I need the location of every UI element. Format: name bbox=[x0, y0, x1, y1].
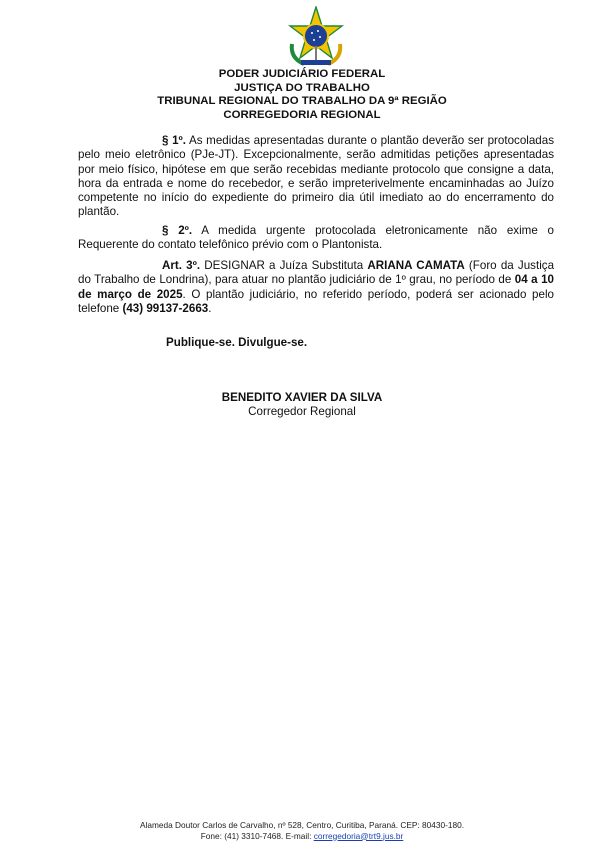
paragraph-1-text: As medidas apresentadas durante o plantão deverão ser protocoladas pelo meio eletrônico (PJe-JT). Excepcionalmente, serão admitidas petições apresentadas por meio físico, hipótese em que serão recebidas mediante protocolo que consigne a data, hora da entrada e nome do recebedor, e serão impreterivelmente encaminhadas ao Juízo competente no início do expediente do primeiro dia útil imediato ao do encerramento do plantão. bbox=[78, 134, 554, 219]
paragraph-2-marker: § 2º. bbox=[162, 224, 193, 237]
duty-phone: (43) 99137-2663 bbox=[122, 301, 209, 315]
signer-title: Corregedor Regional bbox=[248, 405, 356, 419]
footer-phone: Fone: (41) 3310-7468. E-mail: bbox=[200, 830, 314, 841]
paragraph-3-text-b: (Foro da Justiça do Trabalho de Londrina), para atuar no plantão judiciário de 1º grau, no período de bbox=[78, 259, 555, 287]
header-line-3: TRIBUNAL REGIONAL DO TRABALHO DA 9ª REGIÃO bbox=[157, 95, 447, 108]
paragraph-1 bbox=[78, 134, 554, 220]
signature-block bbox=[0, 391, 604, 420]
duty-period: 04 a 10 de março de 2025 bbox=[78, 273, 554, 301]
header-line-2: JUSTIÇA DO TRABALHO bbox=[234, 81, 370, 94]
signer-name: BENEDITO XAVIER DA SILVA bbox=[221, 391, 383, 404]
footer-contact bbox=[0, 831, 604, 842]
judge-name: ARIANA CAMATA bbox=[367, 259, 465, 272]
closing-statement: Publique-se. Divulgue-se. bbox=[166, 336, 308, 349]
footer-email-link[interactable]: corregedoria@trt9.jus.br bbox=[313, 830, 404, 841]
paragraph-2-text: A medida urgente protocolada eletronicamente não exime o Requerente do contato telefônico prévio com o Plantonista. bbox=[78, 224, 554, 252]
paragraph-3-text-c: . O plantão judiciário, no referido período, poderá ser acionado pelo telefone bbox=[78, 287, 554, 315]
header-line-1: PODER JUDICIÁRIO FEDERAL bbox=[218, 68, 386, 80]
footer-address: Alameda Doutor Carlos de Carvalho, nº 528, Centro, Curitiba, Paraná. CEP: 80430-180. bbox=[139, 820, 465, 830]
header-line-4: CORREGEDORIA REGIONAL bbox=[223, 108, 381, 121]
page-footer bbox=[0, 820, 604, 841]
document-header bbox=[0, 68, 604, 122]
brazil-coat-of-arms-icon bbox=[284, 6, 348, 68]
paragraph-3-text-a: DESIGNAR a Juíza Substituta bbox=[200, 259, 368, 272]
paragraph-1-marker: § 1º. bbox=[162, 134, 186, 147]
paragraph-3 bbox=[78, 259, 554, 316]
paragraph-3-text-d: . bbox=[208, 301, 212, 315]
paragraph-2 bbox=[78, 224, 554, 253]
paragraph-3-marker: Art. 3º. bbox=[162, 259, 201, 272]
